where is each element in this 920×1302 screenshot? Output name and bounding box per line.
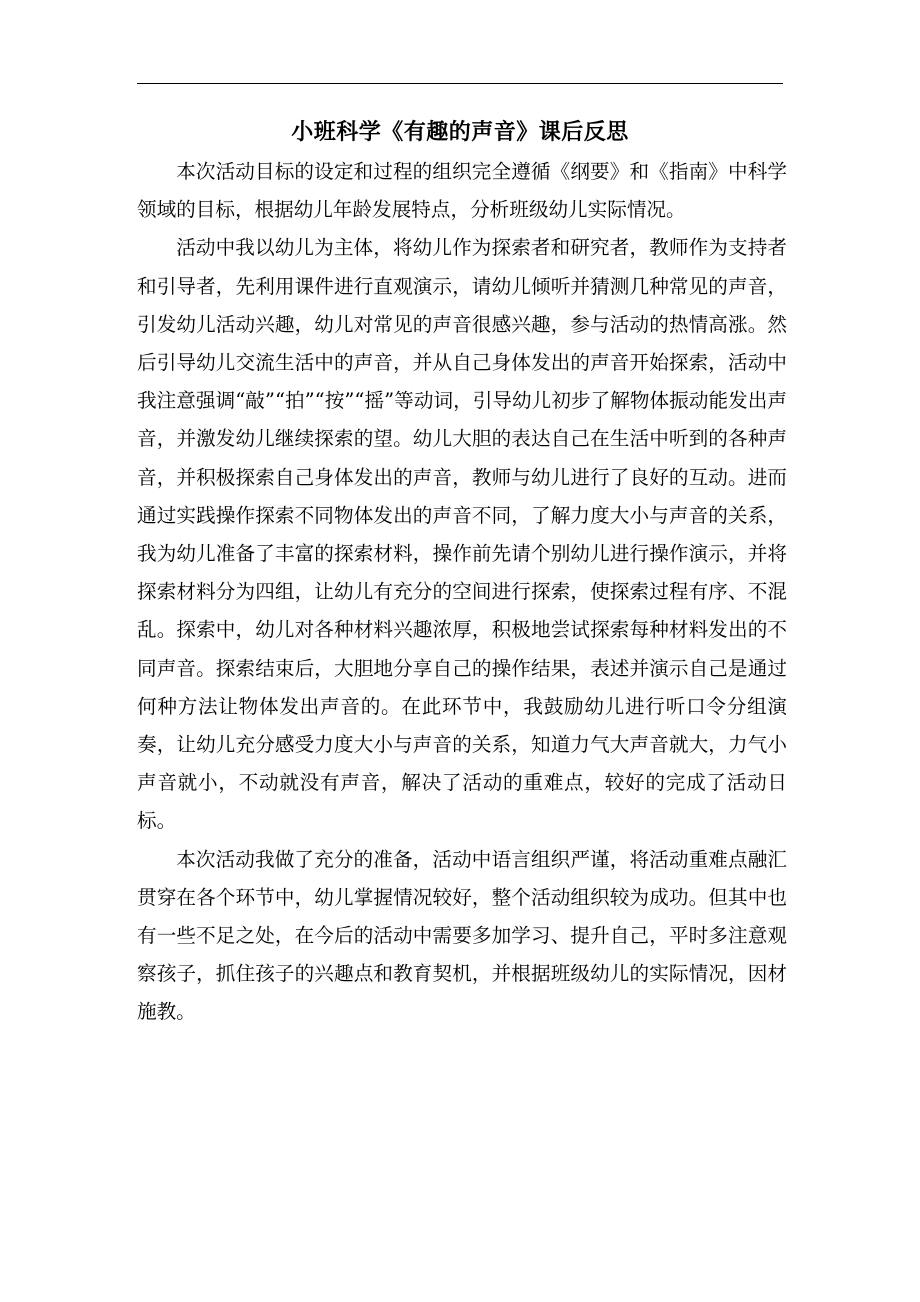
document-title: 小班科学《有趣的声音》课后反思 [291, 119, 629, 145]
paragraph-3: 本次活动我做了充分的准备，活动中语言组织严谨，将活动重难点融汇贯穿在各个环节中，幼儿掌握情况较好，整个活动组织较为成功。但其中也有一些不足之处，在今后的活动中需要多加学习、提升自己，平时多注意观察孩子，抓住孩子的兴趣点和教育契机，并根据班级幼儿的实际情况，因材施教。 [137, 847, 787, 1024]
header-rule [137, 83, 783, 84]
paragraph-1: 本次活动目标的设定和过程的组织完全遵循《纲要》和《指南》中科学领域的目标，根据幼儿年龄发展特点，分析班级幼儿实际情况。 [137, 160, 787, 222]
paragraph-2: 活动中我以幼儿为主体，将幼儿作为探索者和研究者，教师作为支持者和引导者，先利用课件进行直观演示，请幼儿倾听并猜测几种常见的声音，引发幼儿活动兴趣，幼儿对常见的声音很感兴趣，参与活动的热情高涨。然后引导幼儿交流生活中的声音，并从自己身体发出的声音开始探索，活动中我注意强调“敲”“拍”“按”“摇”等动词，引导幼儿初步了解物体振动能发出声音，并激发幼儿继续探索的望。幼儿大胆的表达自己在生活中听到的各种声音，并积极探索自己身体发出的声音，教师与幼儿进行了良好的互动。进而通过实践操作探索不同物体发出的声音不同，了解力度大小与声音的关系，我为幼儿准备了丰富的探索材料，操作前先请个别幼儿进行操作演示，并将探索材料分为四组，让幼儿有充分的空间进行探索，使探索过程有序、不混乱。探索中，幼儿对各种材料兴趣浓厚，积极地尝试探索每种材料发出的不同声音。探索结束后，大胆地分享自己的操作结果，表述并演示自己是通过何种方法让物体发出声音的。在此环节中，我鼓励幼儿进行听口令分组演奏，让幼儿充分感受力度大小与声音的关系，知道力气大声音就大，力气小声音就小，不动就没有声音，解决了活动的重难点，较好的完成了活动日标。 [137, 236, 787, 833]
document-body [137, 153, 787, 1032]
